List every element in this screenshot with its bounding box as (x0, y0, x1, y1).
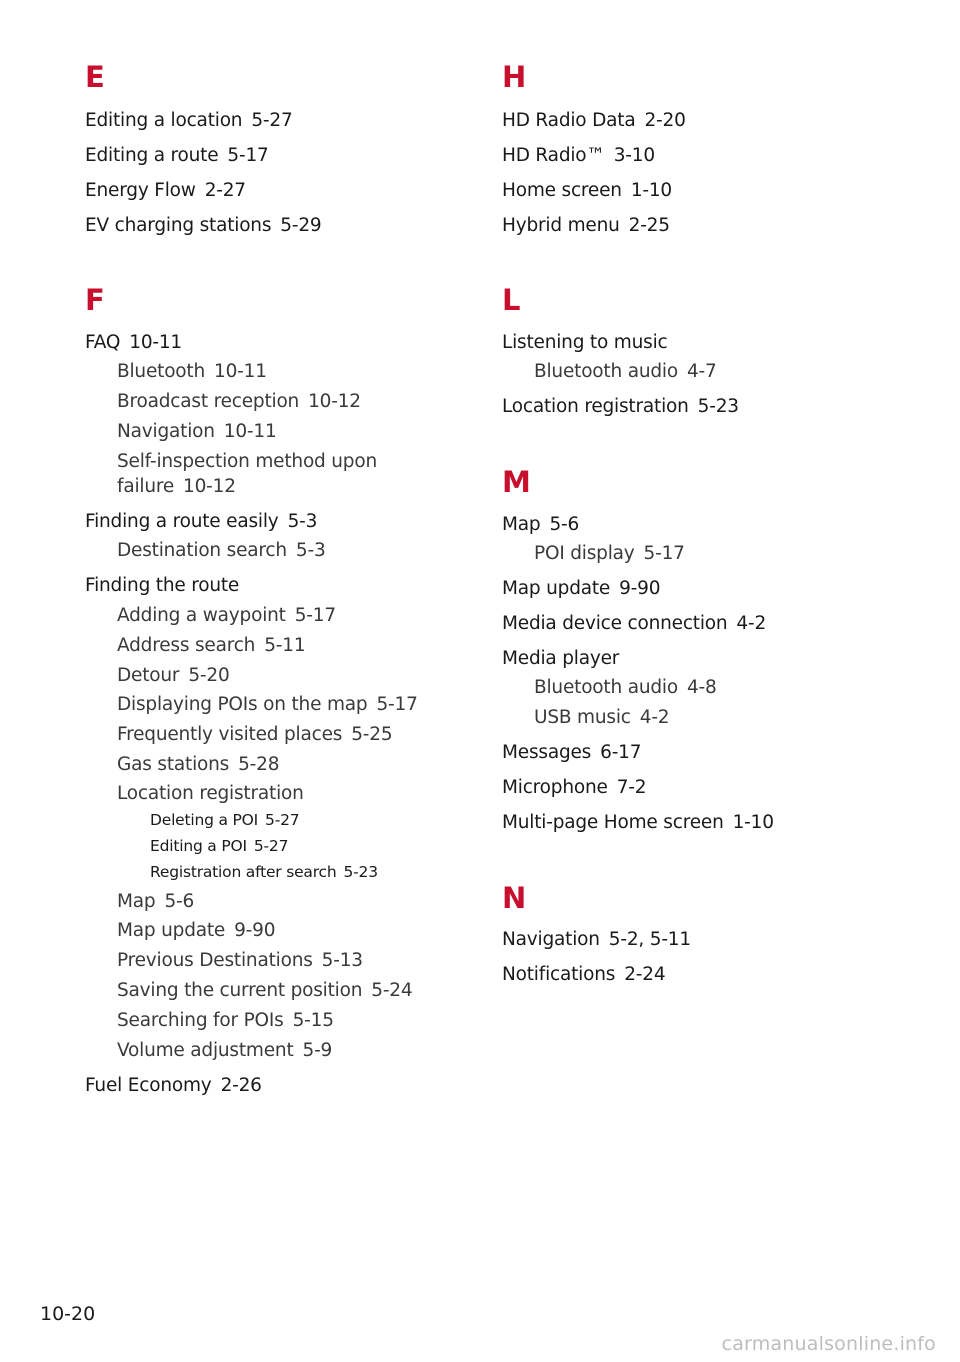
entry-page: 5-27 (265, 811, 300, 829)
entry-term: Fuel Economy (85, 1075, 212, 1096)
index-entry (85, 573, 239, 598)
entry-term: Editing a POI (150, 837, 247, 855)
entry-page: 4-7 (686, 361, 717, 382)
index-subentry (534, 705, 669, 730)
index-entry (502, 810, 774, 835)
entry-page: 2-25 (628, 215, 670, 236)
index-subentry (117, 359, 267, 384)
entry-term: Map update (117, 920, 226, 941)
entry-page: 5-17 (294, 605, 336, 626)
index-subentry (117, 1038, 332, 1063)
entry-page: 1-10 (630, 180, 672, 201)
index-section-m (502, 467, 902, 497)
index-entry (85, 1073, 262, 1098)
entry-term: Microphone (502, 777, 608, 798)
index-subentry (117, 389, 361, 414)
entry-term: Adding a waypoint (117, 605, 286, 626)
entry-page: 10-11 (223, 421, 277, 442)
index-section-n (502, 883, 902, 913)
index-subentry (117, 722, 392, 747)
entry-page: 5-27 (251, 110, 293, 131)
index-entry (502, 178, 672, 203)
entry-page: 5-3 (295, 540, 326, 561)
index-entry (502, 740, 641, 765)
entry-term: Hybrid menu (502, 215, 620, 236)
entry-page: 6-17 (600, 742, 642, 763)
entry-term: Searching for POIs (117, 1010, 284, 1031)
entry-page: 5-9 (302, 1040, 333, 1061)
entry-term: Broadcast reception (117, 391, 300, 412)
entry-page: 5-28 (238, 754, 280, 775)
entry-page: 10-11 (129, 332, 183, 353)
index-entry (502, 775, 646, 800)
entry-page: 3-10 (613, 145, 655, 166)
section-letter: E (85, 60, 105, 94)
entry-term: Navigation (502, 929, 600, 950)
entry-term: Editing a location (85, 110, 243, 131)
index-subentry (534, 541, 685, 566)
index-entry (502, 512, 579, 537)
section-letter: F (85, 283, 105, 317)
entry-term: Bluetooth audio (534, 361, 678, 382)
page-number: 10-20 (40, 1303, 96, 1325)
index-section-e (85, 62, 465, 92)
section-letter: H (502, 60, 527, 94)
entry-page: 10-11 (214, 361, 267, 382)
entry-term: Messages (502, 742, 592, 763)
entry-page: 5-17 (376, 694, 418, 715)
entry-term: Map update (502, 578, 611, 599)
index-subentry (117, 538, 326, 563)
entry-page: 1-10 (732, 812, 774, 833)
index-subentry (534, 359, 717, 384)
entry-term: Displaying POIs on the map (117, 694, 368, 715)
index-subentry (117, 692, 418, 717)
section-letter: M (502, 465, 531, 499)
index-entry (502, 576, 660, 601)
index-entry (85, 509, 317, 534)
index-entry (502, 927, 691, 952)
entry-page: 5-20 (188, 665, 230, 686)
index-entry (85, 178, 246, 203)
entry-term: Map (502, 514, 541, 535)
index-entry (502, 394, 739, 419)
entry-page: 10-12 (183, 476, 236, 497)
entry-term: Destination search (117, 540, 287, 561)
entry-term: Map (117, 891, 156, 912)
entry-term: Multi-page Home screen (502, 812, 724, 833)
index-subentry (117, 948, 363, 973)
index-subentry (117, 889, 194, 914)
entry-page: 5-15 (292, 1010, 334, 1031)
entry-term: Deleting a POI (150, 811, 259, 829)
entry-term: HD Radio™ (502, 145, 605, 166)
index-subentry (117, 663, 230, 688)
index-entry (502, 646, 619, 671)
index-entry (502, 213, 670, 238)
index-entry (85, 213, 321, 238)
entry-page: 2-26 (220, 1075, 262, 1096)
entry-page: 5-24 (371, 980, 413, 1001)
index-subentry (117, 978, 412, 1003)
entry-page: 5-2, 5-11 (608, 929, 691, 950)
index-subentry (117, 781, 304, 806)
entry-term: Frequently visited places (117, 724, 343, 745)
entry-page: 2-24 (624, 964, 666, 985)
entry-page: 7-2 (616, 777, 647, 798)
entry-term: Finding a route easily (85, 511, 279, 532)
index-entry (502, 143, 655, 168)
entry-term: Location registration (117, 783, 304, 804)
index-entry (502, 108, 686, 133)
index-subentry (117, 1008, 334, 1033)
entry-page: 5-23 (343, 863, 378, 881)
index-subsubentry (150, 809, 299, 831)
entry-term: HD Radio Data (502, 110, 636, 131)
entry-page: 5-23 (697, 396, 739, 417)
index-entry (502, 330, 667, 355)
entry-term: Listening to music (502, 332, 668, 353)
entry-term: Volume adjustment (117, 1040, 294, 1061)
entry-page: 4-2 (639, 707, 670, 728)
index-subentry (534, 675, 717, 700)
index-subentry (117, 752, 279, 777)
index-entry (85, 108, 293, 133)
entry-term: Saving the current position (117, 980, 363, 1001)
entry-term: Finding the route (85, 575, 240, 596)
entry-page: 5-6 (549, 514, 580, 535)
entry-term: Self-inspection method upon failure (117, 451, 377, 497)
index-section-f (85, 285, 465, 315)
index-section-h (502, 62, 902, 92)
entry-page: 5-17 (643, 543, 685, 564)
entry-page: 9-90 (234, 920, 276, 941)
index-entry (85, 143, 269, 168)
entry-page: 2-27 (204, 180, 246, 201)
entry-term: EV charging stations (85, 215, 272, 236)
section-letter: N (502, 881, 527, 915)
index-entry (502, 962, 665, 987)
entry-term: Bluetooth audio (534, 677, 678, 698)
entry-page: 5-17 (227, 145, 269, 166)
entry-term: Editing a route (85, 145, 219, 166)
entry-page: 5-3 (287, 511, 318, 532)
section-letter: L (502, 283, 521, 317)
entry-page: 5-27 (253, 837, 289, 855)
index-subentry (117, 633, 305, 658)
entry-term: Detour (117, 665, 180, 686)
entry-page: 10-12 (308, 391, 361, 412)
entry-term: Bluetooth (117, 361, 206, 382)
entry-term: USB music (534, 707, 631, 728)
index-subentry (117, 419, 277, 444)
entry-term: Media device connection (502, 613, 728, 634)
entry-term: Notifications (502, 964, 616, 985)
index-subentry (117, 918, 275, 943)
index-entry (502, 611, 766, 636)
entry-page: 5-29 (280, 215, 322, 236)
entry-page: 9-90 (619, 578, 661, 599)
entry-term: FAQ (85, 332, 121, 353)
entry-page: 4-8 (686, 677, 717, 698)
entry-term: Energy Flow (85, 180, 196, 201)
entry-page: 5-6 (164, 891, 195, 912)
entry-page: 5-25 (351, 724, 393, 745)
entry-term: Gas stations (117, 754, 230, 775)
entry-term: Location registration (502, 396, 689, 417)
entry-term: Media player (502, 648, 620, 669)
entry-term: Previous Destinations (117, 950, 313, 971)
entry-term: Navigation (117, 421, 215, 442)
index-section-l (502, 285, 902, 315)
entry-term: Registration after search (150, 863, 337, 881)
entry-page: 5-13 (321, 950, 363, 971)
entry-term: Home screen (502, 180, 622, 201)
index-subsubentry (150, 835, 288, 857)
entry-page: 5-11 (264, 635, 306, 656)
index-subsubentry (150, 861, 378, 883)
entry-term: Address search (117, 635, 256, 656)
entry-page: 2-20 (644, 110, 686, 131)
entry-page: 4-2 (736, 613, 767, 634)
index-subentry (117, 449, 457, 499)
index-subentry (117, 603, 336, 628)
watermark-text: carmanualsonline.info (721, 1333, 936, 1355)
index-entry (85, 330, 182, 355)
entry-term: POI display (534, 543, 635, 564)
